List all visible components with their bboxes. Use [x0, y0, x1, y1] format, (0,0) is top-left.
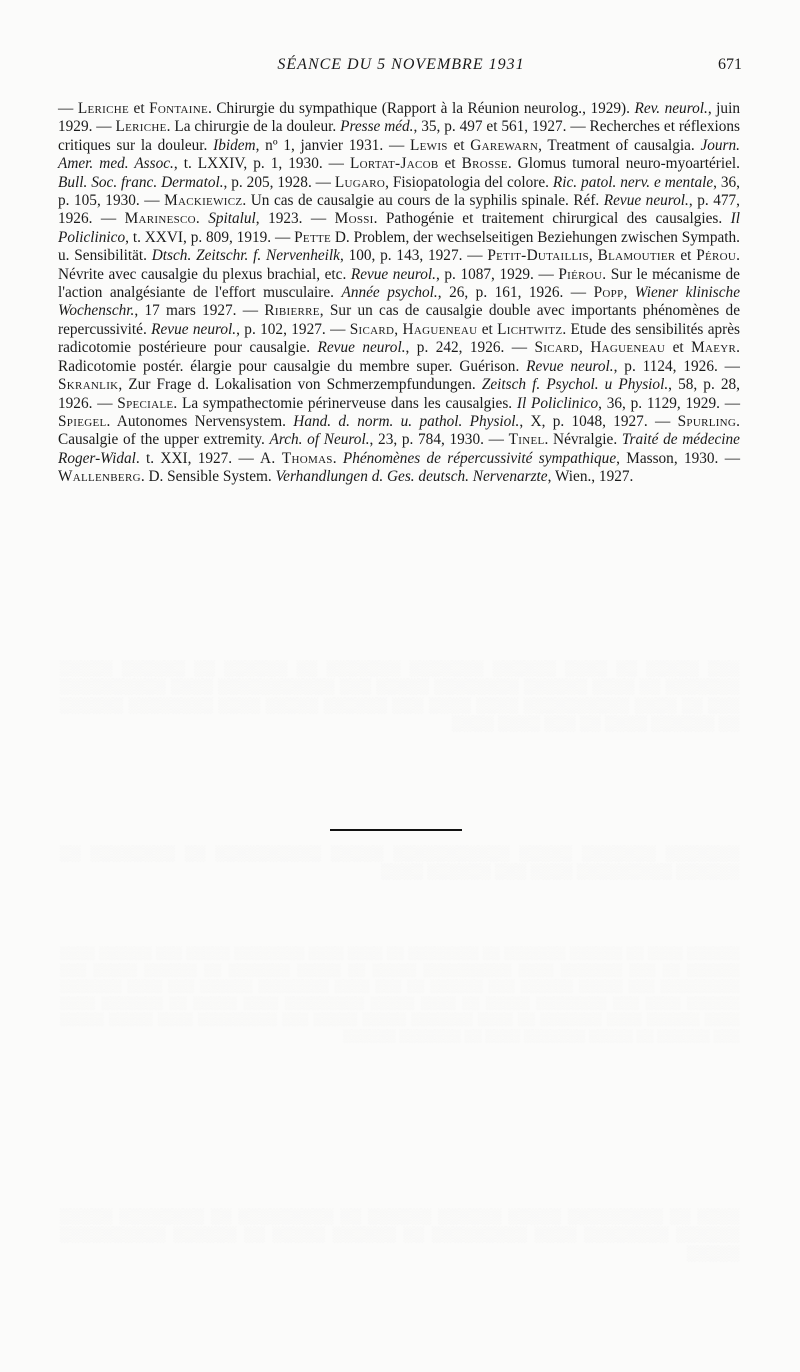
- reference-text: , 1923. —: [255, 210, 335, 228]
- reference-text: . Etude des sensibilités après radicotomie postérieure pour causalgie.: [58, 320, 741, 357]
- author-name: Blamoutier: [597, 247, 676, 265]
- author-name: Mackiewicz: [164, 192, 243, 210]
- publication-title: Bull. Soc. franc. Dermatol.: [58, 173, 224, 191]
- reference-text: , 17 mars 1927. —: [134, 302, 265, 320]
- publication-title: Hand. d. norm. u. pathol. Physiol.: [293, 412, 520, 430]
- reference-text: . Névrite avec causalgie du plexus brachial, etc.: [58, 247, 740, 283]
- reference-text: , nº 1, janvier 1931. —: [255, 136, 410, 154]
- reference-text: , p. 477, 1926. —: [58, 192, 740, 228]
- reference-text: , Fisiopatologia del colore.: [385, 173, 553, 191]
- reference-text: , 58, p. 28, 1926. —: [58, 376, 740, 412]
- reference-text: , Sur un cas de causalgie double avec importants phénomènes de repercussivité.: [58, 302, 740, 338]
- reference-text: , 100, p. 143, 1927. —: [339, 247, 488, 265]
- reference-text: , p. 205, 1928. —: [223, 173, 335, 191]
- publication-title: Ric. patol. nerv. e mentale: [552, 173, 714, 191]
- reference-text: . Autonomes Nervensystem.: [106, 412, 294, 430]
- publication-title: Presse méd.: [340, 118, 414, 136]
- reference-text: , 36, p. 105, 1930. —: [58, 173, 740, 210]
- reference-text: ,: [588, 247, 598, 265]
- reference-text: et: [438, 155, 462, 173]
- publication-title: Revue neurol.: [603, 192, 689, 210]
- reference-text: , p. 1124, 1926. —: [613, 357, 740, 375]
- author-name: Maeyr: [691, 339, 737, 357]
- reference-text: , Wien., 1927.: [547, 468, 634, 486]
- author-name: Lugaro: [334, 173, 386, 191]
- author-name: Sicard: [349, 320, 395, 338]
- reference-text: . Chirurgie du sympathique (Rapport à la Réunion neurolog., 1929).: [208, 100, 635, 117]
- publication-title: Il Policlinico: [58, 210, 740, 246]
- publication-title: Verhandlungen d. Ges. deutsch. Nervenarzte: [275, 468, 548, 486]
- reference-text: . Radicotomie postér. élargie pour causalgie du membre super. Guérison.: [58, 339, 740, 375]
- author-name: Garewarn: [470, 136, 539, 154]
- references-block: [58, 100, 740, 487]
- reference-text: , Treatment of causalgia.: [538, 136, 701, 154]
- reference-text: , 23, p. 784, 1930. —: [369, 431, 509, 449]
- reference-text: et: [675, 247, 697, 265]
- reference-text: . La sympathectomie périnerveuse dans les causalgies.: [173, 394, 517, 412]
- publication-title: Revue neurol.: [151, 320, 237, 338]
- reference-text: , 26, p. 161, 1926. —: [437, 284, 594, 302]
- bleed-through-text: ░░░░░░ ░░░░ ░░ ░░░░░░ ░░░░░░░ ░░ ░░░░░░░░ ░░ ░░░░ ░░░░ ░░░░░░░░ ░░░░░ ░░░ ░░░░░░ ░░░░ ░░░░░░ ░░ ░░░ ░░░░░░░ ░░░░ ░░░░░░░░░░ ░░░░░ ░░ ░░░░░ ░░░░░░░ ░░ ░░░░░░ ░░░░░ ░░░ ░░░░░░░░░ ░░░ ░░░░░ ░░░░░░ ░░░ ░░░░░░ ░░ ░░░ ░░░░ ░░░░░░░░ ░░░░░░ ░░░ ░░░░ ░░░░░░░ ░░░░░░ ░░░░ ░░░ ░░░░░░░░ ░░░░░ ░░ ░░░░ ░░░░░ ░░░░░░░░░ ░░░░ ░░░░░ ░░ ░░░░░░░ ░░░░ ░░░░ ░░░░░░ ░░░░ ░░░░░░░ ░░ ░░░░ ░░░░░░░ ░░░░░ ░░░░░ ░░░ ░░░░░░░░░ ░░░░ ░░░░░ ░░░░░ ░░░ ░░░░░░ ░░ ░░░░░ ░░░░░░░ ░░░░ ░░ ░░░░░░░ ░░░░░░: [60, 946, 740, 1043]
- reference-text: , 35, p. 497 et 561, 1927. — Recherches et réflexions critiques sur la douleur.: [58, 118, 740, 154]
- author-name: Skranlik: [58, 376, 119, 394]
- reference-text: ,: [623, 284, 635, 302]
- author-name: Ribierre: [264, 302, 320, 320]
- publication-title: Rev. neurol.: [634, 100, 708, 117]
- publication-title: Journ. Amer. med. Assoc.: [58, 136, 740, 173]
- publication-title: Revue neurol.: [317, 339, 406, 357]
- reference-text: ,: [579, 339, 591, 357]
- reference-text: . Un cas de causalgie au cours de la syphilis spinale. Réf.: [242, 192, 604, 210]
- author-name: Hagueneau: [590, 339, 666, 357]
- publication-title: Spitalul: [208, 210, 256, 228]
- publication-title: Revue neurol.: [526, 357, 614, 375]
- reference-text: . D. Sensible System.: [140, 468, 276, 486]
- publication-title: Wiener klinische Wochenschr.: [58, 284, 740, 320]
- reference-text: . Causalgie of the upper extremity.: [58, 412, 740, 449]
- bleed-through-text: ░░░ ░░░░░ ░░ ░░░░ ░░░░░░ ░░░░░░░ ░░░░░░░ ░░ ░░░░░░ ░░ ░░░░░░ ░░░░░ ░░░░░░░ ░░ ░░░░ ░░░░░░ ░░░░░░░░ ░░░░░ ░░░ ░░░░░░░░░░░ ░░░░ ░░░░░░░░░░ ░░░ ░░ ░░░░ ░░░░░░░░░░ ░░░░ ░░░░ ░░░ ░░░░░░ ░░░░░ ░░░░ ░░░░░░░░ ░░░░░░ ░░ ░░░░░░ ░░░░ ░░ ░░░ ░░░░ ░░░░: [60, 661, 740, 733]
- publication-title: Dtsch. Zeitschr. f. Nervenheilk: [151, 247, 340, 265]
- reference-text: , t. LXXIV, p. 1, 1930. —: [173, 155, 351, 173]
- reference-text: , juin 1929. —: [58, 100, 740, 136]
- publication-title: Il Policlinico: [516, 394, 599, 412]
- reference-text: , X, p. 1048, 1927. —: [519, 412, 678, 430]
- author-name: Pette: [294, 228, 332, 246]
- section-divider: [330, 829, 462, 831]
- author-name: Leriche: [77, 100, 129, 117]
- publication-title: Année psychol.: [341, 284, 438, 302]
- author-name: Wallenberg: [58, 468, 141, 486]
- reference-text: , p. 1087, 1929. —: [436, 265, 559, 283]
- author-name: Marinesco: [124, 210, 196, 228]
- author-name: Hagueneau: [402, 320, 478, 338]
- reference-text: ,: [394, 320, 403, 338]
- author-name: Fontaine: [149, 100, 208, 117]
- author-name: Petit-Dutaillis: [487, 247, 589, 265]
- publication-title: Phénomènes de répercussivité sympathique: [342, 449, 617, 467]
- reference-text: . La chirurgie de la douleur.: [166, 118, 341, 136]
- reference-text: —: [58, 100, 78, 117]
- reference-text: , 36, p. 1129, 1929. —: [598, 394, 740, 412]
- author-name: Lichtwitz: [497, 320, 563, 338]
- author-name: Popp: [593, 284, 624, 302]
- author-name: Pérou: [696, 247, 737, 265]
- publication-title: Zeitsch f. Psychol. u Physiol.: [481, 376, 669, 394]
- reference-text: , p. 242, 1926. —: [405, 339, 535, 357]
- author-name: Spiegel: [58, 412, 107, 430]
- reference-text: et: [477, 320, 498, 338]
- author-name: Tinel: [508, 431, 545, 449]
- reference-text: . Glomus tumoral neuro-myoartériel.: [507, 155, 740, 173]
- reference-text: , t. XXVI, p. 809, 1919. —: [125, 228, 295, 246]
- author-name: Mossi: [334, 210, 374, 228]
- bleed-through-text: ░░░░ ░░ ░░░░░░░░░ ░░░░░ ░░░░░░ ░░░░░░ ░░ ░░░░░░░░░ ░░ ░░░░░░░░ ░░░░░ ░░░░░░ ░░░░░░░░ ░░░░ ░░░░░░░░░ ░░ ░░░░░░ ░░░░░ ░░ ░░░░░░ ░░░░░░░░░░ ░░░░░: [60, 1209, 740, 1262]
- author-name: Brosse: [461, 155, 508, 173]
- author-name: Spurling: [677, 412, 737, 430]
- publication-title: Revue neurol.: [350, 265, 436, 283]
- reference-text: et: [129, 100, 150, 117]
- reference-text: . Sur le mécanisme de l'action analgésiante de l'effort musculaire.: [58, 265, 740, 302]
- reference-text: , p. 102, 1927. —: [236, 320, 350, 338]
- reference-text: , Masson, 1930. —: [616, 449, 740, 467]
- reference-paragraph: [58, 100, 740, 487]
- reference-text: . t. XXI, 1927. —: [135, 449, 261, 467]
- author-name: Leriche: [115, 118, 167, 136]
- running-title: SÉANCE DU 5 NOVEMBRE 1931: [277, 56, 525, 73]
- author-name: Sicard: [534, 339, 580, 357]
- author-name: Piérou: [558, 265, 603, 283]
- reference-text: D. Problem, der wechselseitigen Beziehungen zwischen Sympath. u. Sensibilität.: [58, 228, 740, 265]
- reference-text: .: [332, 449, 343, 467]
- reference-text: .: [195, 210, 209, 228]
- author-name: Lortat-Jacob: [350, 155, 439, 173]
- publication-title: Traité de médecine Roger-Widal: [58, 431, 740, 467]
- bleed-through-text: ░░░░░░░ ░░░░░░░ ░░░░░ ░░░░░░░░░░░ ░░░░░ ░░░░░░░░░░ ░░ ░░░░░░░░ ░░ ░░░░░░ ░░░░░░░░░ ░░░░ ░░░ ░░░░░░ ░░░░: [60, 846, 740, 881]
- reference-text: . Névralgie.: [544, 431, 622, 449]
- reference-text: et: [665, 339, 692, 357]
- publication-title: Ibidem: [213, 136, 256, 154]
- reference-text: , Zur Frage d. Lokalisation von Schmerzempfundungen.: [118, 376, 482, 394]
- author-name: Speciale: [117, 394, 174, 412]
- publication-title: Arch. of Neurol.: [269, 431, 370, 449]
- author-name: Lewis: [410, 136, 448, 154]
- reference-text: et: [447, 136, 471, 154]
- page-number: 671: [718, 56, 742, 73]
- author-name: A. Thomas: [260, 449, 333, 467]
- page-header: [60, 56, 742, 84]
- reference-text: . Pathogénie et traitement chirurgical des causalgies.: [373, 210, 731, 228]
